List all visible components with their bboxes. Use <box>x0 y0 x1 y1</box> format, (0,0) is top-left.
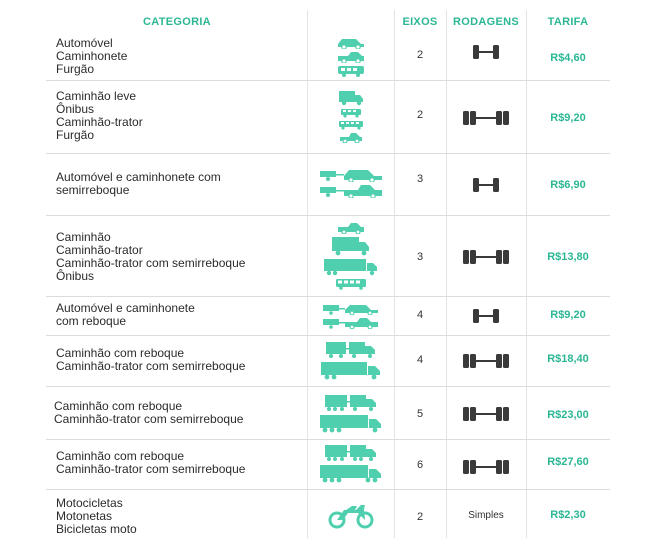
single-axle-icon <box>471 177 501 193</box>
category-label: Ônibus <box>56 269 95 283</box>
pickup-icon <box>337 222 365 234</box>
car-icon <box>336 37 366 49</box>
eixos-value: 3 <box>416 251 424 263</box>
single-axle-icon <box>471 44 501 60</box>
category-label: Ônibus <box>56 102 95 116</box>
pickup-trailer-icon <box>322 317 380 329</box>
dual-axle-icon <box>462 353 510 369</box>
category-label: Caminhonete <box>56 49 128 63</box>
bus-icon <box>338 120 364 130</box>
category-cell <box>54 400 243 426</box>
pickup-icon <box>336 51 366 63</box>
category-label: Furgão <box>56 62 95 76</box>
tarifa-value: R$4,60 <box>550 52 586 64</box>
tarifa-value: R$9,20 <box>550 309 586 321</box>
vehicle-icons <box>308 219 394 293</box>
semi-trailer-icon <box>319 464 383 484</box>
vehicle-icons <box>308 163 394 203</box>
rodagem-cell <box>446 457 526 477</box>
category-cell <box>56 90 143 142</box>
category-label: Caminhão-trator com semirreboque <box>56 256 246 270</box>
category-label: Caminhão-trator <box>56 243 143 257</box>
header-categoria: CATEGORIA <box>143 16 211 28</box>
category-label: Bicicletas moto <box>56 522 137 536</box>
rodagem-label: Simples <box>468 509 504 521</box>
pickup-icon <box>339 132 363 143</box>
header-rodagens: RODAGENS <box>453 16 519 28</box>
tarifa-value: R$18,40 <box>547 353 589 365</box>
tarifa-value: R$6,90 <box>550 179 586 191</box>
rodagem-cell <box>446 247 526 267</box>
vehicle-icons <box>308 392 394 436</box>
category-cell <box>56 347 245 373</box>
pickup-trailer-icon <box>318 184 384 198</box>
vehicle-icons <box>308 300 394 332</box>
tarifa-value: R$2,30 <box>550 509 586 521</box>
van-icon <box>337 65 365 77</box>
category-label: Caminhão com reboque <box>56 346 185 360</box>
table-row <box>46 439 610 490</box>
semi-trailer-icon <box>323 258 379 276</box>
table-row <box>46 215 610 297</box>
category-label: Furgão <box>56 128 95 142</box>
category-label: Motocicletas <box>56 496 123 510</box>
eixos-value: 3 <box>416 173 424 185</box>
light-truck-icon <box>338 90 364 106</box>
vehicle-icons <box>308 442 394 486</box>
dual-axle-icon <box>462 459 510 475</box>
dual-axle-icon <box>462 249 510 265</box>
category-label: Caminhão-trator com semirreboque <box>56 359 246 373</box>
vehicle-icons <box>308 497 394 533</box>
eixos-value: 5 <box>416 408 424 420</box>
category-label: com reboque <box>56 314 127 328</box>
category-label: Automóvel <box>56 36 113 50</box>
truck-icon <box>331 236 371 256</box>
eixos-value: 4 <box>416 309 424 321</box>
category-cell <box>56 171 221 197</box>
vehicle-icons <box>308 34 394 80</box>
semi-trailer-icon <box>319 414 383 434</box>
dual-axle-icon <box>462 406 510 422</box>
eixos-value: 6 <box>416 459 424 471</box>
header-tarifa: TARIFA <box>547 16 589 28</box>
bus-icon <box>335 278 367 290</box>
category-label: Caminhão com reboque <box>54 399 183 413</box>
rodagem-cell <box>446 306 526 326</box>
category-cell <box>56 497 137 536</box>
tarifa-value: R$23,00 <box>547 409 589 421</box>
category-label: Caminhão <box>56 230 111 244</box>
category-label: Automóvel e caminhonete <box>56 301 195 315</box>
rodagem-cell <box>446 507 526 523</box>
single-axle-icon <box>471 308 501 324</box>
header-eixos: EIXOS <box>402 16 438 28</box>
table-row <box>46 153 610 216</box>
category-label: semirreboque <box>56 183 130 197</box>
truck-trailer-icon <box>324 394 378 412</box>
rodagem-cell <box>446 351 526 371</box>
table-row <box>46 296 610 336</box>
table-row <box>46 489 610 541</box>
rodagem-cell <box>446 42 526 62</box>
table-row <box>46 386 610 440</box>
category-cell <box>56 450 245 476</box>
category-label: Caminhão-trator com semirreboque <box>54 412 244 426</box>
truck-trailer-icon <box>325 341 377 359</box>
category-label: Automóvel e caminhonete com <box>56 170 221 184</box>
bus-icon <box>340 108 362 118</box>
category-cell <box>56 231 245 283</box>
category-label: Motonetas <box>56 509 113 523</box>
category-cell <box>56 302 195 328</box>
vehicle-icons <box>308 86 394 146</box>
eixos-value: 2 <box>416 109 424 121</box>
category-label: Caminhão com reboque <box>56 449 185 463</box>
rodagem-cell <box>446 175 526 195</box>
category-label: Caminhão-trator <box>56 115 143 129</box>
category-cell <box>56 37 127 76</box>
car-trailer-icon <box>322 303 380 315</box>
tarifa-value: R$27,60 <box>547 456 589 468</box>
rodagem-cell <box>446 108 526 128</box>
category-label: Caminhão-trator com semirreboque <box>56 462 246 476</box>
semi-trailer-icon <box>320 361 382 381</box>
eixos-value: 4 <box>416 354 424 366</box>
truck-trailer-icon <box>324 444 378 462</box>
eixos-value: 2 <box>416 49 424 61</box>
vehicle-icons <box>308 339 394 383</box>
motorcycle-icon <box>328 501 374 529</box>
category-label: Caminhão leve <box>56 89 137 103</box>
eixos-value: 2 <box>416 511 424 523</box>
table-row <box>46 335 610 387</box>
tarifa-value: R$9,20 <box>550 112 586 124</box>
rodagem-cell <box>446 404 526 424</box>
dual-axle-icon <box>462 110 510 126</box>
table-row <box>46 80 610 154</box>
car-trailer-icon <box>318 168 384 182</box>
table-row <box>46 34 610 81</box>
tarifa-value: R$13,80 <box>547 251 589 263</box>
